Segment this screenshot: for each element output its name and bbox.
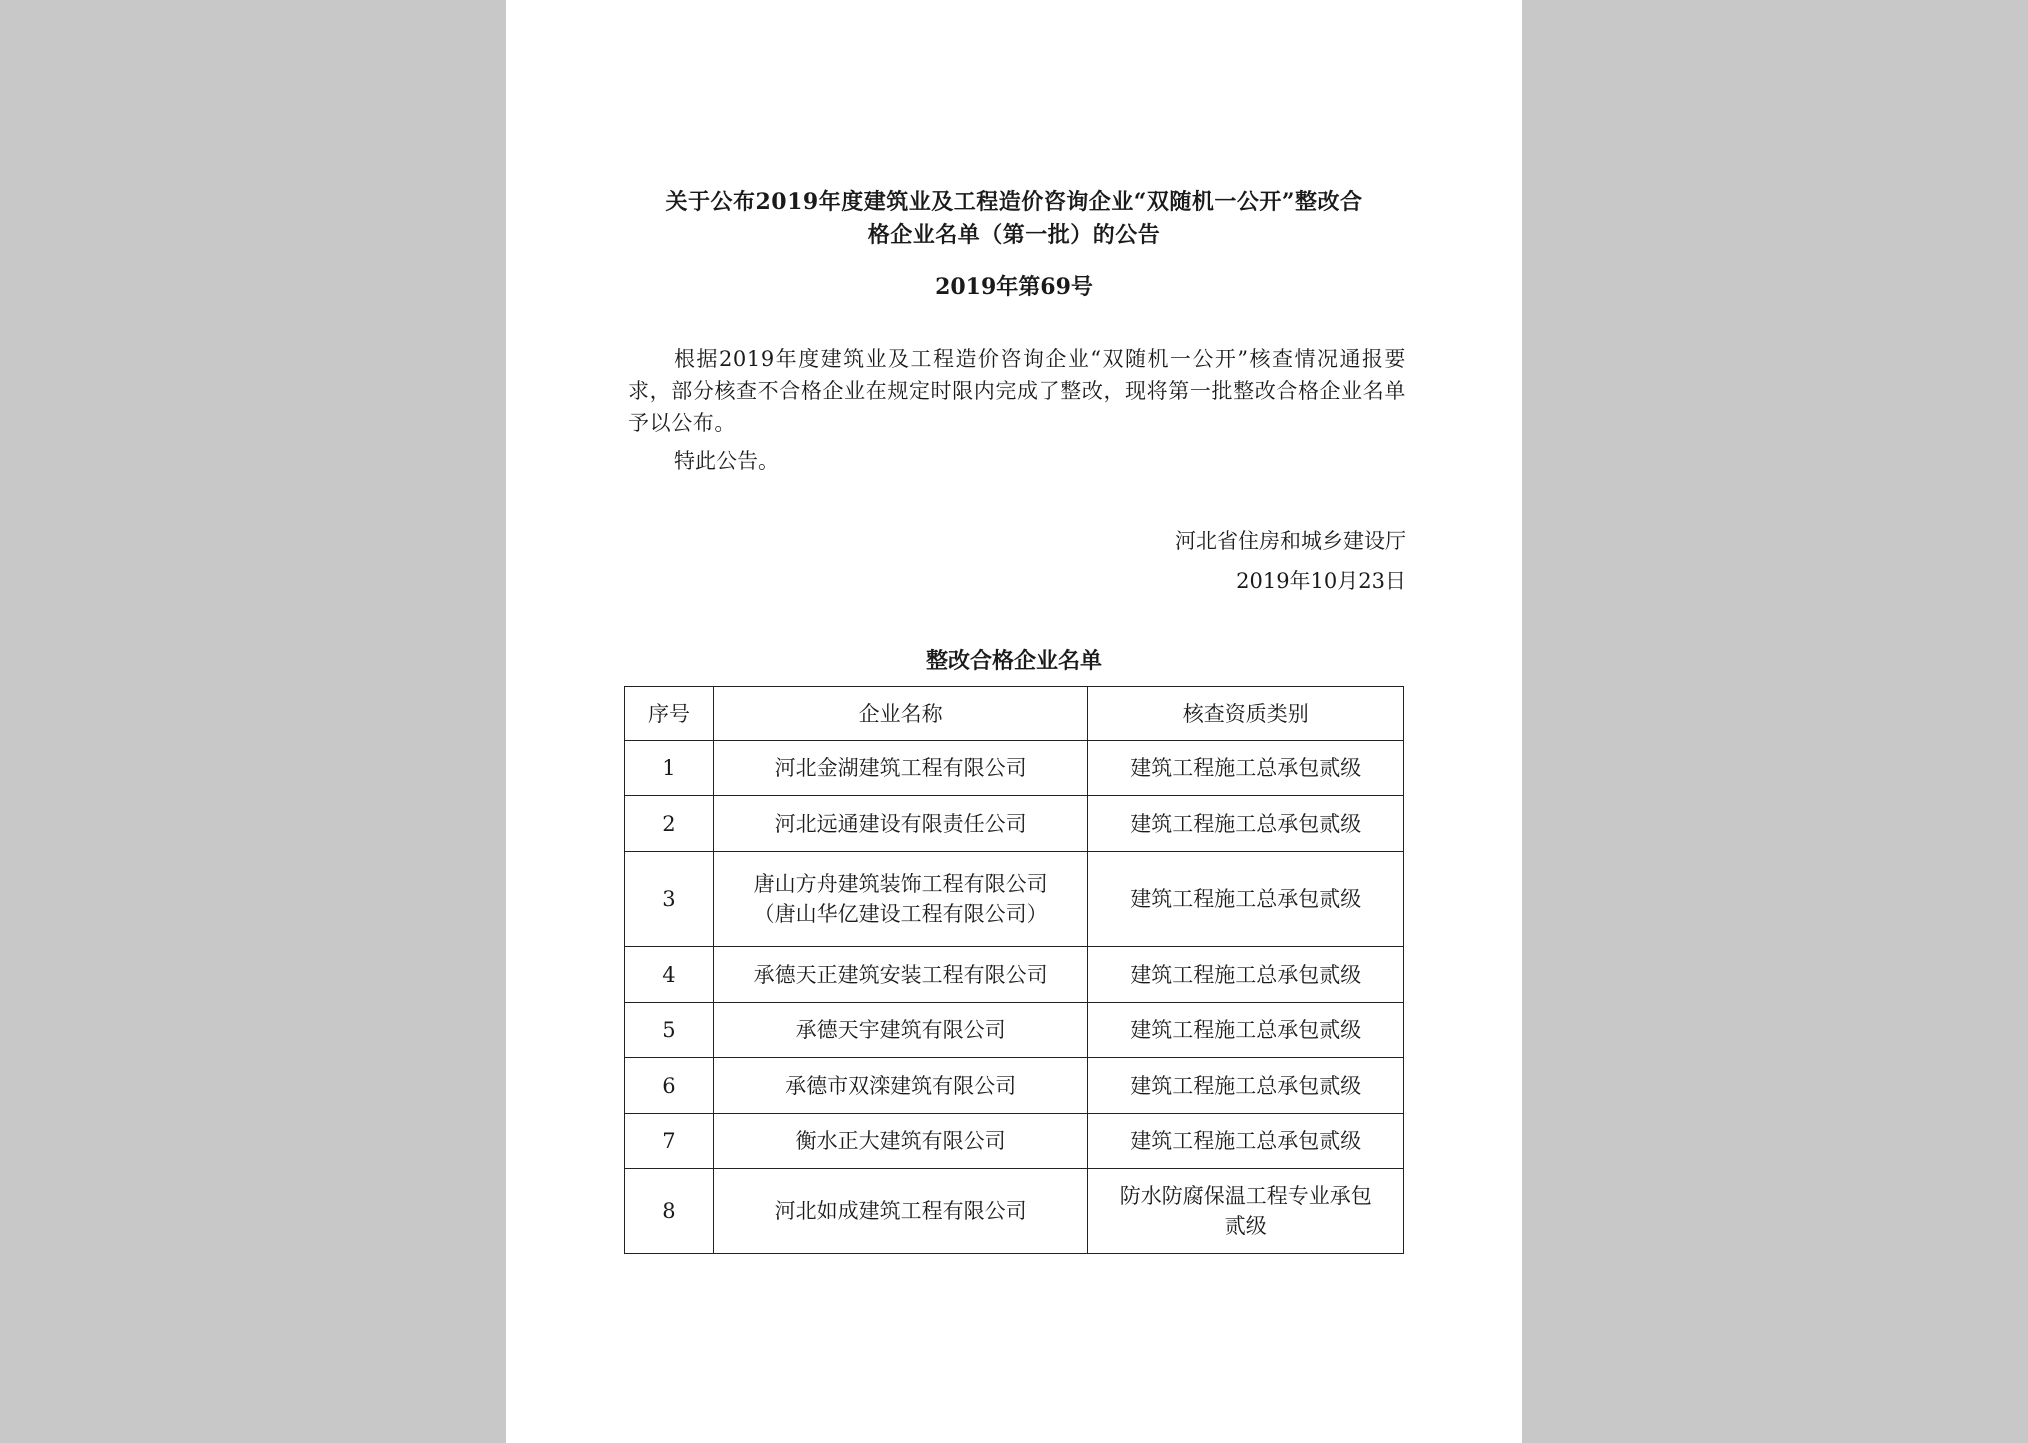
- cell-seq: 1: [625, 741, 714, 796]
- cell-name: [713, 796, 1088, 852]
- document-page: [506, 0, 1522, 1443]
- cell-qualification: [1088, 741, 1404, 796]
- qualification-text: 建筑工程施工总承包贰级: [1130, 756, 1362, 780]
- qualification-text: 建筑工程施工总承包贰级: [1130, 887, 1362, 911]
- issue-date: 2019年10月23日: [1236, 569, 1406, 593]
- header-qualification: 核查资质类别: [1088, 687, 1404, 741]
- cell-seq: 4: [625, 947, 714, 1003]
- company-name: 衡水正大建筑有限公司: [795, 1129, 1006, 1153]
- body-paragraph: 根据2019年度建筑业及工程造价咨询企业“双随机一公开”核查情况通报要求，部分核查不合格企业在规定时限内完成了整改，现将第一批整改合格企业名单予以公布。: [628, 347, 1406, 435]
- cell-name: [713, 1114, 1088, 1169]
- header-name: 企业名称: [713, 687, 1088, 741]
- qualification-text: 建筑工程施工总承包贰级: [1130, 962, 1362, 987]
- cell-name: [713, 741, 1088, 796]
- qualification-text: 建筑工程施工总承包贰级: [1130, 1129, 1362, 1153]
- company-name: 承德天宇建筑有限公司: [795, 1018, 1006, 1042]
- header-seq: 序号: [625, 687, 714, 741]
- cell-seq: 7: [625, 1114, 714, 1169]
- document-title: [626, 186, 1402, 252]
- company-name: 承德天正建筑安装工程有限公司: [753, 962, 1048, 987]
- cell-qualification: [1088, 947, 1404, 1003]
- cell-qualification: [1088, 852, 1404, 947]
- table-row: [625, 796, 1404, 852]
- company-name: 河北远通建设有限责任公司: [774, 811, 1027, 836]
- company-table: [624, 686, 1404, 1254]
- table-row: [625, 1003, 1404, 1058]
- qualification-text-continued: 贰级: [1224, 1214, 1267, 1238]
- cell-qualification: [1088, 1003, 1404, 1058]
- company-name: 河北金湖建筑工程有限公司: [774, 756, 1027, 780]
- cell-name: [713, 1169, 1088, 1254]
- table-row: [625, 741, 1404, 796]
- table-row: [625, 1114, 1404, 1169]
- qualification-text: 建筑工程施工总承包贰级: [1130, 1073, 1362, 1098]
- company-name: 河北如成建筑工程有限公司: [774, 1199, 1027, 1223]
- cell-seq: 8: [625, 1169, 714, 1254]
- company-name: 承德市双滦建筑有限公司: [785, 1073, 1017, 1098]
- cell-qualification: [1088, 796, 1404, 852]
- cell-seq: 2: [625, 796, 714, 852]
- document-number: 2019年第69号: [935, 274, 1093, 300]
- cell-qualification: [1088, 1169, 1404, 1254]
- cell-seq: 5: [625, 1003, 714, 1058]
- table-row: [625, 1058, 1404, 1114]
- qualification-text: 建筑工程施工总承包贰级: [1130, 1018, 1362, 1042]
- table-header-row: [625, 687, 1404, 741]
- table-row: [625, 852, 1404, 947]
- cell-name: [713, 852, 1088, 947]
- table-row: [625, 1169, 1404, 1254]
- closing-text: 特此公告。: [674, 449, 779, 473]
- company-name: 唐山方舟建筑装饰工程有限公司: [753, 872, 1048, 896]
- cell-seq: 3: [625, 852, 714, 947]
- qualification-text: 防水防腐保温工程专业承包: [1119, 1184, 1372, 1208]
- company-former-name: （唐山华亿建设工程有限公司）: [753, 902, 1048, 926]
- cell-qualification: [1088, 1058, 1404, 1114]
- cell-name: [713, 1003, 1088, 1058]
- cell-name: [713, 1058, 1088, 1114]
- table-row: [625, 947, 1404, 1003]
- table-title: 整改合格企业名单: [925, 648, 1102, 674]
- cell-qualification: [1088, 1114, 1404, 1169]
- title-line-2: 格企业名单（第一批）的公告: [867, 222, 1161, 248]
- qualification-text: 建筑工程施工总承包贰级: [1130, 811, 1362, 836]
- cell-name: [713, 947, 1088, 1003]
- cell-seq: 6: [625, 1058, 714, 1114]
- signer: 河北省住房和城乡建设厅: [1175, 529, 1406, 553]
- title-line-1: 关于公布2019年度建筑业及工程造价咨询企业“双随机一公开”整改合: [665, 189, 1363, 215]
